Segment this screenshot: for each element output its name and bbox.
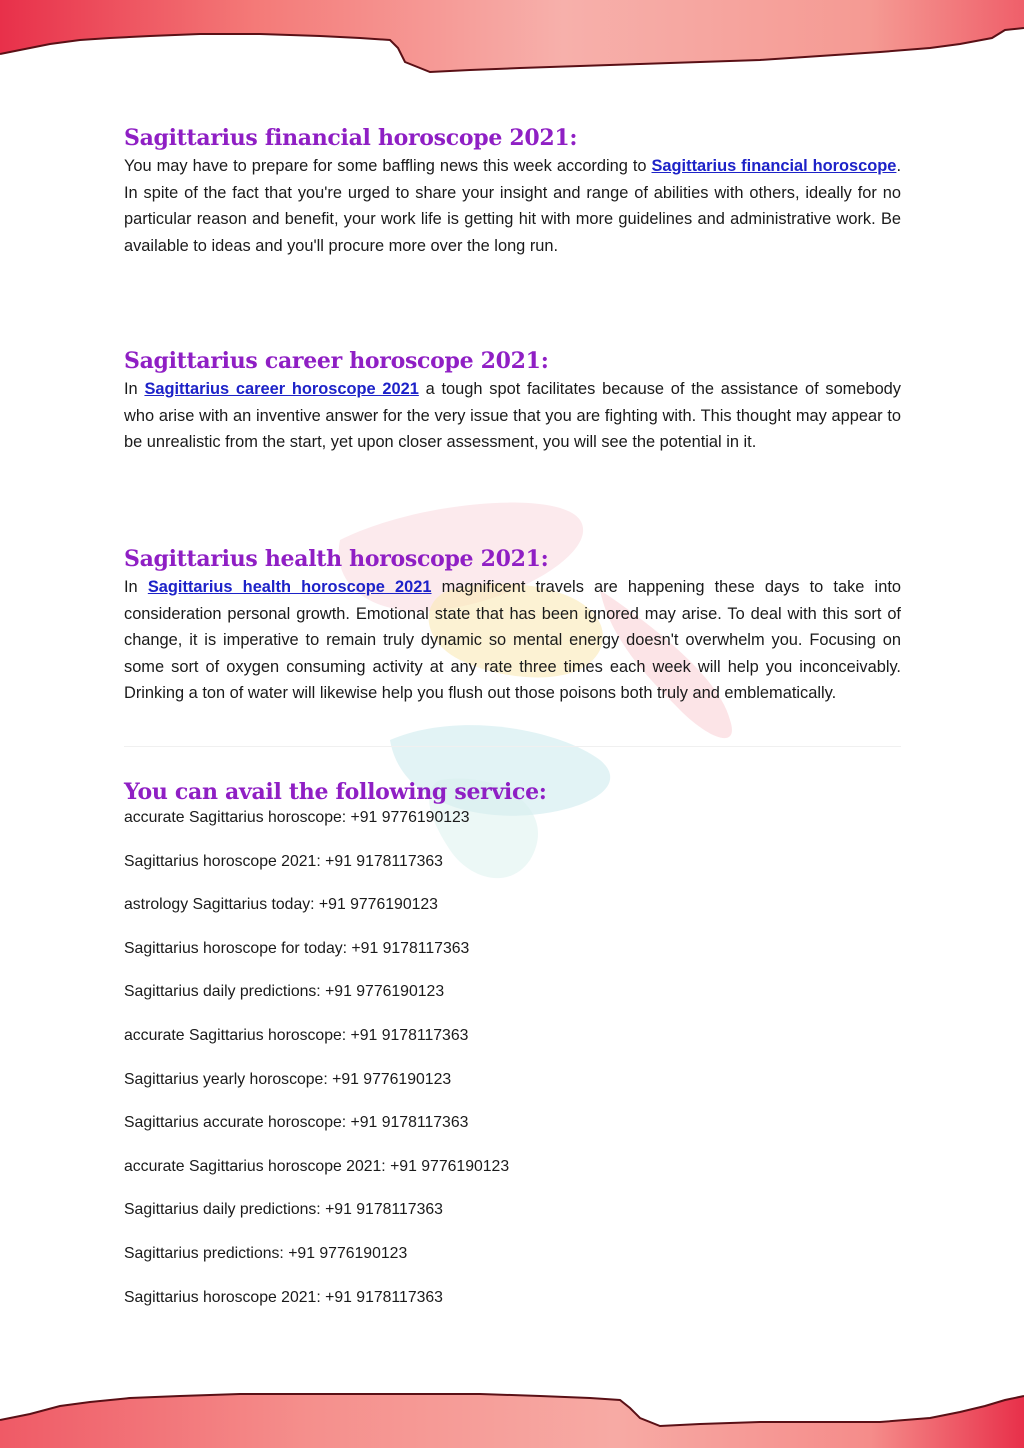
- service-item: Sagittarius predictions: +91 9776190123: [124, 1244, 408, 1262]
- service-item: Sagittarius daily predictions: +91 9178117363: [124, 1201, 443, 1219]
- health-text-after: magnificent travels are happening these days to take into consideration personal growth. Emotional state that has been ignored may arise. To deal with this sort of change, it is imperative to remain truly dynamic so mental energy doesn't overwhelm you. Focusing on some sort of oxygen consuming activity at any rate three times each week will help you inconceivably. Drinking a ton of water will likewise help you flush out those poisons both truly and emblematically.: [124, 578, 901, 703]
- top-torn-banner: [0, 0, 1024, 100]
- health-section: [124, 544, 901, 707]
- service-item: accurate Sagittarius horoscope: +91 9178117363: [124, 1026, 469, 1044]
- career-section: [124, 346, 901, 456]
- financial-paragraph: [124, 153, 901, 259]
- health-text-before: In: [124, 578, 148, 596]
- career-text-after: a tough spot facilitates because of the assistance of somebody who arise with an inventive answer for the very issue that you are fighting with. This thought may appear to be unrealistic from the start, yet upon closer assessment, you will see the potential in it.: [124, 380, 901, 452]
- financial-text-before: You may have to prepare for some baffling news this week according to: [124, 157, 652, 175]
- health-paragraph: [124, 574, 901, 707]
- service-item: Sagittarius yearly horoscope: +91 9776190123: [124, 1070, 452, 1088]
- financial-horoscope-link[interactable]: Sagittarius financial horoscope: [651, 157, 897, 175]
- career-text-before: In: [124, 380, 145, 398]
- service-item: Sagittarius accurate horoscope: +91 9178117363: [124, 1114, 469, 1132]
- service-item: Sagittarius horoscope 2021: +91 9178117363: [124, 1288, 443, 1306]
- services-heading: You can avail the following service:: [124, 779, 547, 805]
- service-item: astrology Sagittarius today: +91 9776190123: [124, 896, 438, 914]
- career-heading: Sagittarius career horoscope 2021:: [124, 348, 549, 374]
- services-list: [124, 807, 901, 1330]
- career-paragraph: [124, 376, 901, 456]
- service-item: Sagittarius daily predictions: +91 9776190123: [124, 983, 445, 1001]
- services-section: [124, 777, 901, 1330]
- financial-text-after: . In spite of the fact that you're urged to share your insight and range of abilities with others, ideally for no particular reason and benefit, your work life is getting hit with more guidelines and administrative work. Be available to ideas and you'll procure more over the long run.: [124, 157, 901, 255]
- health-heading: Sagittarius health horoscope 2021:: [124, 546, 549, 572]
- service-item: Sagittarius horoscope 2021: +91 9178117363: [124, 852, 443, 870]
- financial-heading: Sagittarius financial horoscope 2021:: [124, 125, 578, 151]
- service-item: Sagittarius horoscope for today: +91 9178117363: [124, 939, 470, 957]
- service-item: accurate Sagittarius horoscope: +91 9776190123: [124, 809, 470, 826]
- financial-section: [124, 123, 901, 259]
- career-horoscope-link[interactable]: Sagittarius career horoscope 2021: [144, 380, 419, 398]
- service-item: accurate Sagittarius horoscope 2021: +91 9776190123: [124, 1157, 510, 1175]
- section-divider: [124, 746, 901, 747]
- health-horoscope-link[interactable]: Sagittarius health horoscope 2021: [147, 578, 432, 596]
- bottom-torn-banner: [0, 1362, 1024, 1448]
